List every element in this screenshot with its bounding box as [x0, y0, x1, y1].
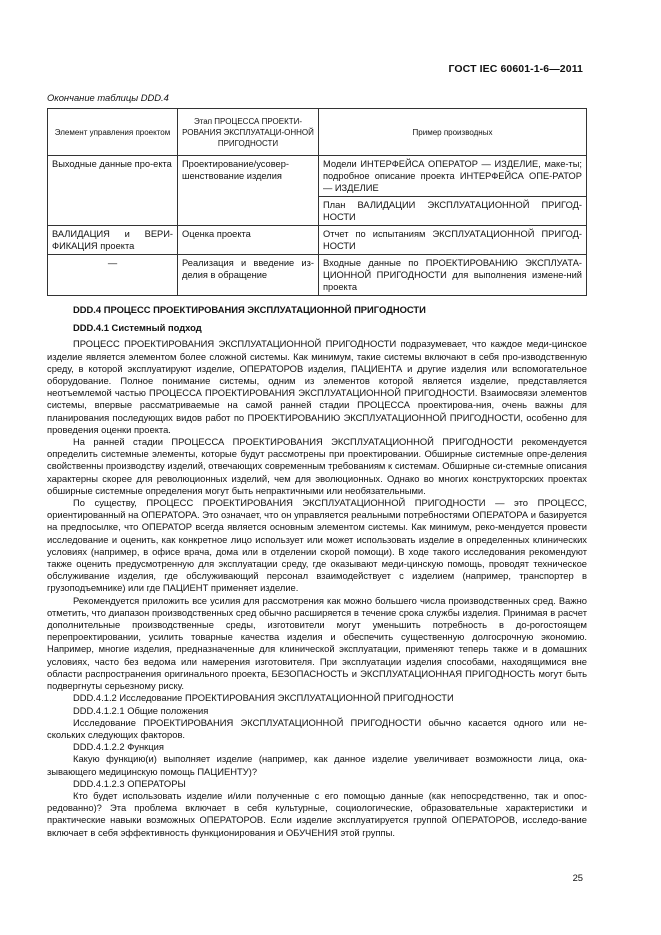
table-cell: Отчет по испытаниям ЭКСПЛУАТАЦИОННОЙ ПРИГОД-НОСТИ	[319, 226, 587, 255]
table-cell: Выходные данные про-екта	[48, 156, 178, 226]
paragraph: ПРОЦЕСС ПРОЕКТИРОВАНИЯ ЭКСПЛУАТАЦИОННОЙ ПРИГОДНОСТИ подразумевает, что каждое меди-цинское изделие является элементом более сложной системы. Как минимум, такие системы включают в себя про-изводственную среду, в которой эксплуатируют изделие, ОПЕРАТОРОВ изделия, ПАЦИЕНТА и другие изделия или вспомогательное оборудование. Полное понимание системы, одним из элементов которой является изделие, представляется неотъемлемой частью ПРОЦЕССА ПРОЕКТИРОВАНИЯ ЭКСПЛУАТАЦИОННОЙ ПРИГОДНОСТИ. Взаимосвязи элементов системы, впервые рассматриваемые на самой ранней стадии ПРОЦЕССА проектирова-ния, очень важны для планирования последующих видов работ по ПРОЕКТИРОВАНИЮ ЭКСПЛУАТАЦИОННОЙ ПРИГОДНОСТИ, особенно для проведения оценки проекта.	[47, 338, 587, 435]
subsection-title: DDD.4.1 Системный подход	[73, 322, 202, 334]
table-cell: ВАЛИДАЦИЯ и ВЕРИ-ФИКАЦИЯ проекта	[48, 226, 178, 255]
table-cell: Входные данные по ПРОЕКТИРОВАНИЮ ЭКСПЛУАТА-ЦИОННОЙ ПРИГОДНОСТИ для выполнения измене-ний проекта	[319, 255, 587, 296]
column-header: Этап ПРОЦЕССА ПРОЕКТИ-РОВАНИЯ ЭКСПЛУАТАЦИ-ОННОЙ ПРИГОДНОСТИ	[178, 109, 319, 156]
clause-heading: DDD.4.1.2.1 Общие положения	[73, 704, 209, 716]
table-cell: План ВАЛИДАЦИИ ЭКСПЛУАТАЦИОННОЙ ПРИГОД-НОСТИ	[319, 197, 587, 226]
table-cell: Реализация и введение из-делия в обращение	[178, 255, 319, 296]
paragraph: По существу, ПРОЦЕСС ПРОЕКТИРОВАНИЯ ЭКСПЛУАТАЦИОННОЙ ПРИГОДНОСТИ — это ПРОЦЕСС, ориентированный на ОПЕРАТОРА. Это означает, что он управляется реальными потребностями ОПЕРАТОРА и базируется на предпосылке, что ОПЕРАТОР всегда является основным элементом системы. Как минимум, реко-мендуется провести исследование и оценить, как конкретное лицо использует или может использовать изделие в определенных клинических условиях (например, в офисе врача, дома или в отделении скорой помощи). В ходе такого исследования рекомендуют также оценить предусмотренную для эксплуатации среду, где оказывают меди-цинскую помощь, проводят техническое обслуживание изделия, где обслуживающий персонал взаимодействует с изделием (например, транспортер в грузоподъемнике) или где ПАЦИЕНТ применяет изделие.	[47, 497, 587, 594]
standard-header: ГОСТ IEC 60601-1-6—2011	[448, 63, 583, 75]
table-cell: Проектирование/усовер-шенствование изделия	[178, 156, 319, 226]
document-body	[47, 304, 587, 839]
paragraph: Кто будет использовать изделие и/или полученные с его помощью данные (как непосредственно, так и опос-редованно)? Эта проблема включает в себя культурные, социологические, образовательные характеристики и практические навыки возможных ОПЕРАТОРОВ. Если изделие эксплуатируется группой ОПЕРАТОРОВ, исследо-вание включает в себя эффективность функционирования и ОБУЧЕНИЯ этой группы.	[47, 789, 587, 838]
table-row	[48, 226, 587, 255]
table-caption: Окончание таблицы DDD.4	[47, 92, 169, 103]
paragraph: Какую функцию(и) выполняет изделие (например, как данное изделие увеличивает возможности лица, ока-зывающего медицинскую помощь ПАЦИЕНТУ)?	[47, 753, 587, 777]
table-row	[48, 255, 587, 296]
clause-heading: DDD.4.1.2 Исследование ПРОЕКТИРОВАНИЯ ЭКСПЛУАТАЦИОННОЙ ПРИГОДНОСТИ	[73, 692, 454, 704]
column-header: Пример производных	[319, 109, 587, 156]
clause-heading: DDD.4.1.2.2 Функция	[73, 741, 164, 753]
table-row	[48, 156, 587, 197]
clause-heading: DDD.4.1.2.3 ОПЕРАТОРЫ	[73, 777, 186, 789]
paragraph: На ранней стадии ПРОЦЕССА ПРОЕКТИРОВАНИЯ ЭКСПЛУАТАЦИОННОЙ ПРИГОДНОСТИ рекомендуется определить системные элементы, которые будут рассмотрены при проектировании. Обширные системные опре-деления свойственны производству изделий, отвечающих современным требованиям к системам. Обширные си-стемные описания характерны скорее для революционных изделий, чем для эволюционных. Однако во многих конструкторских проектах обширные системные определения могут быть непрактичными или необязательными.	[47, 436, 587, 496]
paragraph: Исследование ПРОЕКТИРОВАНИЯ ЭКСПЛУАТАЦИОННОЙ ПРИГОДНОСТИ обычно касается одного или не-скольких следующих факторов.	[47, 716, 587, 740]
table-cell: Оценка проекта	[178, 226, 319, 255]
design-table	[47, 108, 587, 296]
page-number: 25	[572, 872, 583, 883]
table-header-row	[48, 109, 587, 156]
column-header: Элемент управления проектом	[48, 109, 178, 156]
paragraph: Рекомендуется приложить все усилия для рассмотрения как можно большего числа производственных сред. Важно отметить, что диапазон производственных сред обычно расширяется в течение срока службы изделия. Принимая в расчет дополнительные производственные среды, изготовители могут уменьшить потребность в до-рогостоящем перепроектировании, усилить товарные качества изделия и обеспечить существенную долгосрочную экономию. Например, многие изделия, предназначенные для клинической эксплуатации, применяют теперь также и в домашних условиях, часто без ведома или намерения изготовителя. При эксплуатации изделия способами, находящимися вне области распространения оригинального проекта, БЕЗОПАСНОСТЬ и ЭКСПЛУАТАЦИОННАЯ ПРИГОДНОСТЬ могут быть подвергнуты серьезному риску.	[47, 594, 587, 692]
table-cell: —	[48, 255, 178, 296]
section-title: DDD.4 ПРОЦЕСС ПРОЕКТИРОВАНИЯ ЭКСПЛУАТАЦИОННОЙ ПРИГОДНОСТИ	[73, 304, 426, 315]
table-cell: Модели ИНТЕРФЕЙСА ОПЕРАТОР — ИЗДЕЛИЕ, маке-ты; подробное описание проекта ИНТЕРФЕЙСА ОПЕ-РАТОР — ИЗДЕЛИЕ	[319, 156, 587, 197]
